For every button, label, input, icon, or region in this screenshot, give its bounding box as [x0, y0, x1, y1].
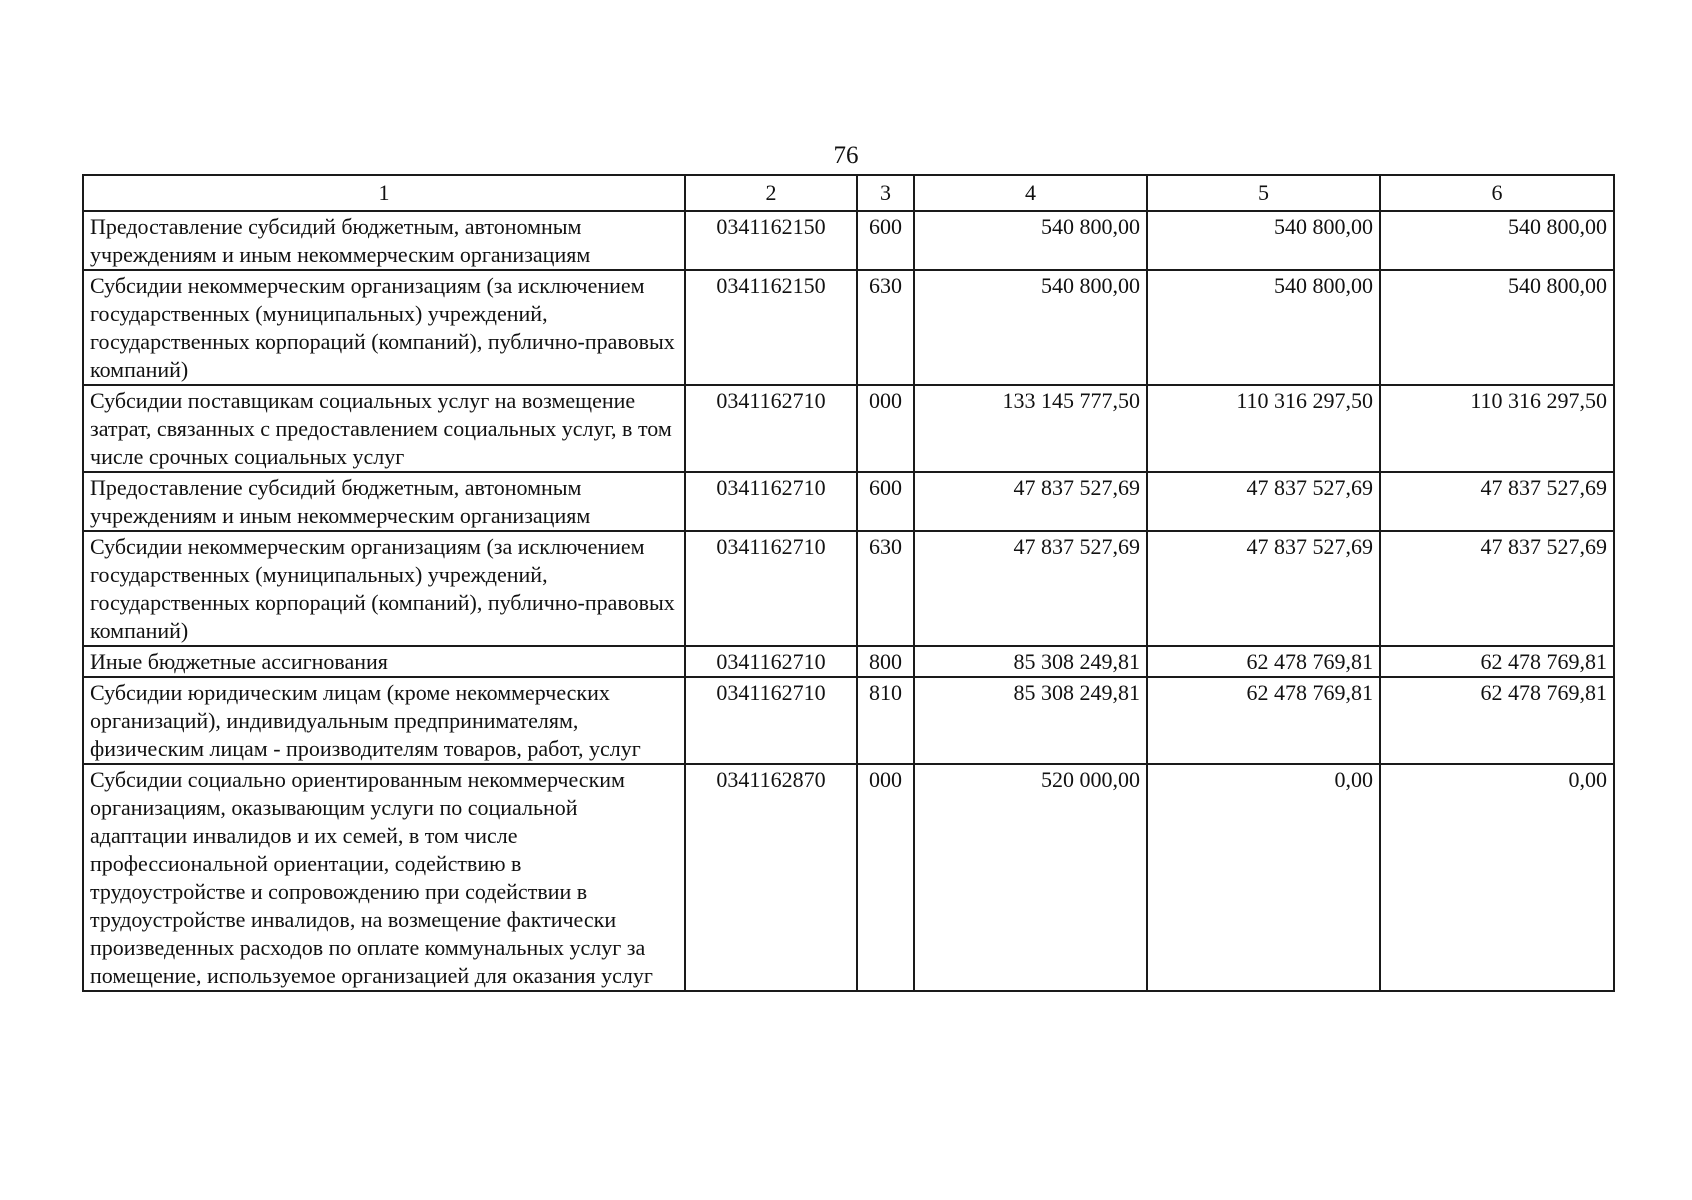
row-expense-type: 630	[857, 270, 914, 385]
column-header-2: 2	[685, 175, 857, 211]
row-expense-type: 000	[857, 385, 914, 472]
row-expense-type: 600	[857, 472, 914, 531]
row-value-5: 62 478 769,81	[1147, 646, 1380, 677]
row-target-code: 0341162710	[685, 677, 857, 764]
page-number: 76	[833, 142, 859, 169]
row-target-code: 0341162870	[685, 764, 857, 991]
row-value-5: 47 837 527,69	[1147, 531, 1380, 646]
row-expense-type: 810	[857, 677, 914, 764]
row-value-6: 540 800,00	[1380, 270, 1614, 385]
row-expense-type: 800	[857, 646, 914, 677]
row-value-5: 540 800,00	[1147, 211, 1380, 270]
row-value-4: 47 837 527,69	[914, 472, 1147, 531]
row-name: Субсидии социально ориентированным некоммерческим организациям, оказывающим услуги по социальной адаптации инвалидов и их семей, в том числе профессиональной ориентации, содействию в трудоустройстве и сопровождению при содействии в трудоустройстве инвалидов, на возмещение фактически произведенных расходов по оплате коммунальных услуг за помещение, используемое организацией для оказания услуг	[83, 764, 685, 991]
row-value-6: 62 478 769,81	[1380, 677, 1614, 764]
row-value-5: 47 837 527,69	[1147, 472, 1380, 531]
row-value-5: 0,00	[1147, 764, 1380, 991]
table-row	[83, 385, 1614, 472]
row-expense-type: 630	[857, 531, 914, 646]
row-target-code: 0341162710	[685, 646, 857, 677]
row-expense-type: 000	[857, 764, 914, 991]
budget-table	[82, 174, 1615, 992]
row-value-4: 133 145 777,50	[914, 385, 1147, 472]
column-header-3: 3	[857, 175, 914, 211]
column-header-5: 5	[1147, 175, 1380, 211]
row-value-4: 47 837 527,69	[914, 531, 1147, 646]
row-name: Субсидии некоммерческим организациям (за исключением государственных (муниципальных) учреждений, государственных корпораций (компаний), публично-правовых компаний)	[83, 270, 685, 385]
row-value-4: 540 800,00	[914, 211, 1147, 270]
row-value-5: 110 316 297,50	[1147, 385, 1380, 472]
row-value-6: 110 316 297,50	[1380, 385, 1614, 472]
row-value-6: 540 800,00	[1380, 211, 1614, 270]
row-target-code: 0341162150	[685, 211, 857, 270]
table-row	[83, 646, 1614, 677]
row-target-code: 0341162710	[685, 531, 857, 646]
row-target-code: 0341162710	[685, 385, 857, 472]
table-header-row	[83, 175, 1614, 211]
row-value-6: 47 837 527,69	[1380, 472, 1614, 531]
row-value-4: 85 308 249,81	[914, 677, 1147, 764]
table-row	[83, 270, 1614, 385]
row-value-4: 85 308 249,81	[914, 646, 1147, 677]
table-row	[83, 764, 1614, 991]
row-name: Предоставление субсидий бюджетным, автономным учреждениям и иным некоммерческим организациям	[83, 472, 685, 531]
row-value-6: 47 837 527,69	[1380, 531, 1614, 646]
column-header-1: 1	[83, 175, 685, 211]
row-value-6: 0,00	[1380, 764, 1614, 991]
table-row	[83, 211, 1614, 270]
row-value-4: 520 000,00	[914, 764, 1147, 991]
row-name: Субсидии некоммерческим организациям (за исключением государственных (муниципальных) учреждений, государственных корпораций (компаний), публично-правовых компаний)	[83, 531, 685, 646]
column-header-4: 4	[914, 175, 1147, 211]
row-value-4: 540 800,00	[914, 270, 1147, 385]
row-name: Субсидии юридическим лицам (кроме некоммерческих организаций), индивидуальным предпринимателям, физическим лицам - производителям товаров, работ, услуг	[83, 677, 685, 764]
row-name: Иные бюджетные ассигнования	[83, 646, 685, 677]
column-header-6: 6	[1380, 175, 1614, 211]
row-name: Предоставление субсидий бюджетным, автономным учреждениям и иным некоммерческим организациям	[83, 211, 685, 270]
table-row	[83, 531, 1614, 646]
row-value-5: 540 800,00	[1147, 270, 1380, 385]
row-value-5: 62 478 769,81	[1147, 677, 1380, 764]
table-row	[83, 677, 1614, 764]
row-value-6: 62 478 769,81	[1380, 646, 1614, 677]
table-row	[83, 472, 1614, 531]
row-target-code: 0341162710	[685, 472, 857, 531]
row-name: Субсидии поставщикам социальных услуг на возмещение затрат, связанных с предоставлением социальных услуг, в том числе срочных социальных услуг	[83, 385, 685, 472]
row-expense-type: 600	[857, 211, 914, 270]
row-target-code: 0341162150	[685, 270, 857, 385]
